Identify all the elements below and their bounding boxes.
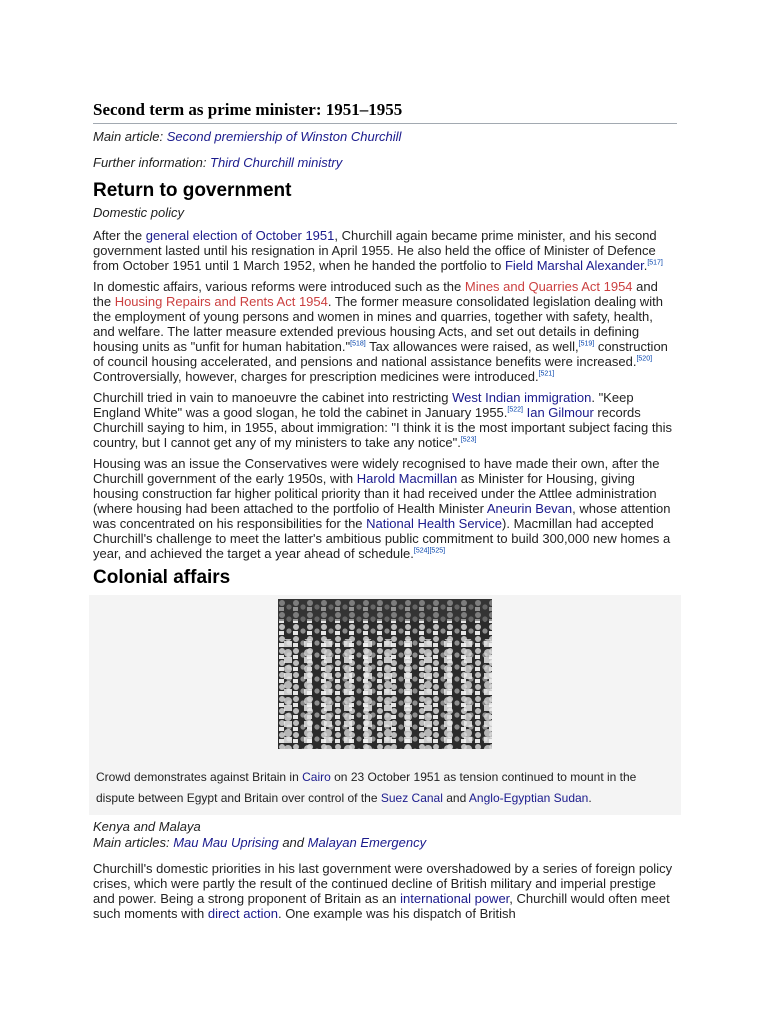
paragraph-election: After the general election of October 1951, Churchill again became prime minister, and his second government lasted until his resignation in April 1955. He also held the office of Minister of Defence from October 1951 until 1 March 1952, when he handed the portfolio to Field Marshal Alexander.[517] [93, 228, 663, 273]
crowd-image [278, 599, 492, 749]
link-direct-action[interactable]: direct action [207, 906, 278, 921]
link-national-health-service[interactable]: National Health Service [366, 516, 503, 531]
link-west-indian-immigration[interactable]: West Indian immigration [452, 390, 592, 405]
link-mau-mau-uprising[interactable]: Mau Mau Uprising [173, 835, 279, 850]
link-general-election[interactable]: general election of October 1951 [145, 228, 335, 243]
link-suez-canal[interactable]: Suez Canal [380, 791, 443, 805]
link-housing-repairs-act[interactable]: Housing Repairs and Rents Act 1954 [114, 294, 328, 309]
paragraph-housing: Housing was an issue the Conservatives were widely recognised to have made their own, after the Churchill government of the early 1950s, with Harold Macmillan as Minister for Housing, giving housing construction far higher political priority than it had received under the Attlee administration (where housing had been attached to the portfolio of Health Minister Aneurin Bevan, whose attention was concentrated on his responsibilities for the National Health Service). Macmillan had accepted Churchill's challenge to meet the latter's ambitious public commitment to build 300,000 new homes a year, and achieved the target a year ahead of schedule.[524][525] [93, 456, 671, 561]
further-info-link[interactable]: Third Churchill ministry [210, 155, 343, 170]
figure-caption: Crowd demonstrates against Britain in Cairo on 23 October 1951 as tension continued to mount in the dispute between Egypt and Britain over control of the Suez Canal and Anglo-Egyptian Sudan. [96, 770, 637, 805]
ref-522[interactable]: [522] [507, 406, 523, 414]
figure-cairo-crowd [89, 595, 681, 815]
section-title: Second term as prime minister: 1951–1955 [93, 100, 677, 124]
heading-return-to-government: Return to government [93, 180, 292, 201]
further-info-hatnote [93, 154, 677, 172]
ref-524-525[interactable]: [524][525] [413, 547, 446, 555]
ref-517[interactable]: [517] [647, 259, 663, 267]
link-cairo[interactable]: Cairo [302, 770, 331, 784]
main-article-hatnote [93, 128, 677, 146]
link-mines-quarries-act[interactable]: Mines and Quarries Act 1954 [464, 279, 633, 294]
heading-colonial-affairs: Colonial affairs [93, 567, 231, 588]
link-harold-macmillan[interactable]: Harold Macmillan [356, 471, 458, 486]
paragraph-domestic-affairs: In domestic affairs, various reforms were introduced such as the Mines and Quarries Act 1954 and the Housing Repairs and Rents Act 1954. The former measure consolidated legislation dealing with the employment of young persons and women in mines and quarries, together with safety, health, and welfare. The latter measure extended previous housing Acts, and set out details in defining housing units as "unfit for human habitation."[518] Tax allowances were raised, as well,[519] construction of council housing accelerated, and pensions and national assistance benefits were increased.[520] Controversially, however, charges for prescription medicines were introduced.[521] [93, 279, 668, 384]
ref-523[interactable]: [523] [460, 436, 477, 444]
link-malayan-emergency[interactable]: Malayan Emergency [307, 835, 427, 850]
main-article-link[interactable]: Second premiership of Winston Churchill [166, 129, 402, 144]
paragraph-foreign-crises: Churchill's domestic priorities in his last government were overshadowed by a series of foreign policy crises, which were partly the result of the continued decline of British military and imperial prestige and power. Being a strong proponent of Britain as an international power, Churchill would often meet such moments with direct action. One example was his dispatch of British [93, 861, 673, 921]
link-field-marshal-alexander[interactable]: Field Marshal Alexander [504, 258, 644, 273]
kenya-main-articles: Main articles: Mau Mau Uprising and Malayan Emergency [93, 835, 427, 850]
ref-520[interactable]: [520] [636, 355, 653, 363]
subheading-domestic-policy: Domestic policy [93, 205, 185, 220]
ref-519[interactable]: [519] [578, 340, 595, 348]
subheading-kenya-malaya: Kenya and Malaya [93, 819, 201, 834]
hatnote-prefix: Main article: [93, 129, 167, 144]
ref-521[interactable]: [521] [538, 370, 555, 378]
link-ian-gilmour[interactable]: Ian Gilmour [526, 405, 594, 420]
article-body [93, 100, 677, 927]
paragraph-immigration: Churchill tried in vain to manoeuvre the cabinet into restricting West Indian immigration. "Keep England White" was a good slogan, he told the cabinet in January 1955.[522] Ian Gilmour records Churchill saying to him, in 1955, about immigration: "I think it is the most important subject facing this country, but I cannot get any of my ministers to take any notice".[523] [93, 390, 673, 450]
ref-518[interactable]: [518] [350, 340, 366, 348]
crowd-photo[interactable] [278, 599, 492, 749]
link-international-power[interactable]: international power [400, 891, 510, 906]
hatnote-prefix: Further information: [93, 155, 211, 170]
link-anglo-egyptian-sudan[interactable]: Anglo-Egyptian Sudan [468, 791, 589, 805]
link-aneurin-bevan[interactable]: Aneurin Bevan [486, 501, 573, 516]
